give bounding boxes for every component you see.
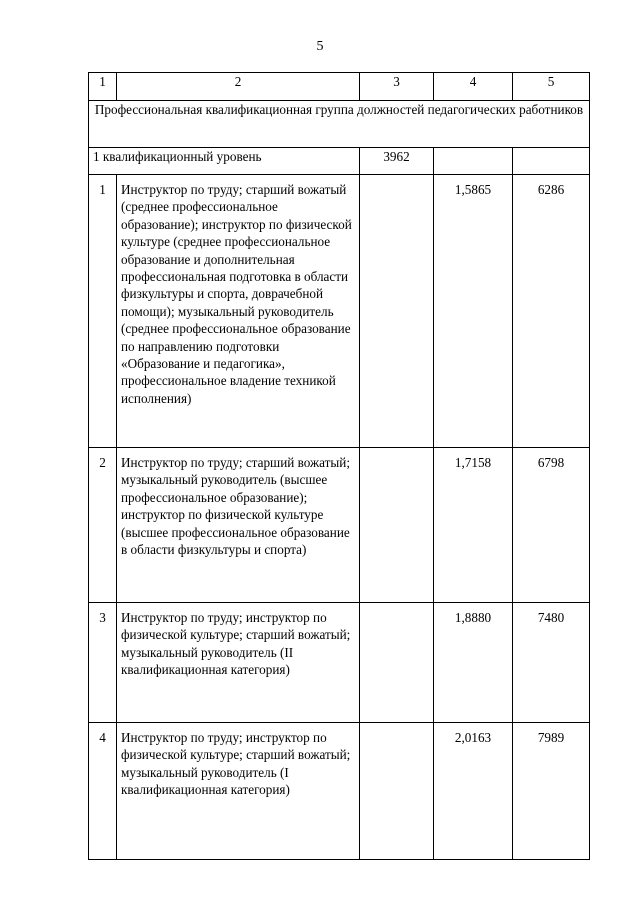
row-coefficient: 2,0163 — [434, 723, 513, 860]
header-cell-5: 5 — [513, 73, 590, 101]
row-description: Инструктор по труду; инструктор по физической культуре; старший вожатый; музыкальный руководитель (I квалификационная категория) — [117, 723, 360, 860]
table-row — [89, 723, 590, 860]
row-col3 — [360, 723, 434, 860]
group-title-row — [89, 101, 590, 148]
table-row — [89, 175, 590, 448]
row-col3 — [360, 448, 434, 603]
row-number: 1 — [89, 175, 117, 448]
row-coefficient: 1,5865 — [434, 175, 513, 448]
header-cell-2: 2 — [117, 73, 360, 101]
row-number: 2 — [89, 448, 117, 603]
row-coefficient: 1,7158 — [434, 448, 513, 603]
row-col3 — [360, 175, 434, 448]
header-cell-3: 3 — [360, 73, 434, 101]
row-coefficient: 1,8880 — [434, 603, 513, 723]
row-number: 3 — [89, 603, 117, 723]
level-base-salary: 3962 — [360, 148, 434, 175]
page-number: 5 — [316, 39, 324, 54]
row-salary: 7480 — [513, 603, 590, 723]
row-col3 — [360, 603, 434, 723]
row-description: Инструктор по труду; старший вожатый (среднее профессиональное образование); инструктор по физической культуре (среднее профессиональное образование и дополнительная профессиональная подготовка в области физкультуры и спорта, доврачебной помощи); музыкальный руководитель (среднее профессиональное образование по направлению подготовки «Образование и педагогика», профессиональное владение техникой исполнения) — [117, 175, 360, 448]
row-salary: 7989 — [513, 723, 590, 860]
row-description: Инструктор по труду; инструктор по физической культуре; старший вожатый; музыкальный руководитель (II квалификационная категория) — [117, 603, 360, 723]
table-header-row — [89, 73, 590, 101]
row-description: Инструктор по труду; старший вожатый; музыкальный руководитель (высшее профессиональное образование); инструктор по физической культуре (высшее профессиональное образование в области физкультуры и спорта) — [117, 448, 360, 603]
table-row — [89, 448, 590, 603]
row-salary: 6798 — [513, 448, 590, 603]
table-row — [89, 603, 590, 723]
row-number: 4 — [89, 723, 117, 860]
row-salary: 6286 — [513, 175, 590, 448]
level-label: 1 квалификационный уровень — [89, 148, 360, 175]
header-cell-4: 4 — [434, 73, 513, 101]
level-empty-cell-5 — [513, 148, 590, 175]
level-empty-cell-4 — [434, 148, 513, 175]
group-title: Профессиональная квалификационная группа должностей педагогических работников — [89, 101, 590, 148]
salary-table — [88, 72, 590, 860]
level-row — [89, 148, 590, 175]
header-cell-1: 1 — [89, 73, 117, 101]
